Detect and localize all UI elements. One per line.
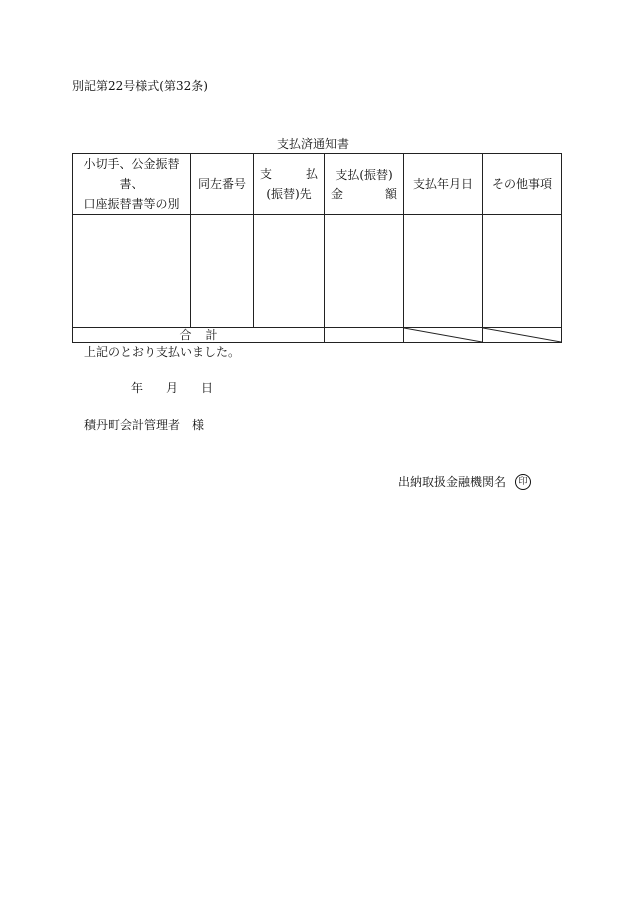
diagonal-strike bbox=[483, 328, 561, 342]
cell-payee bbox=[254, 215, 325, 328]
table-row bbox=[73, 215, 562, 328]
total-amount-cell bbox=[325, 328, 404, 343]
date-year-label: 年 bbox=[131, 381, 144, 395]
addressee: 積丹町会計管理者 様 bbox=[84, 418, 205, 432]
payment-table bbox=[72, 153, 562, 343]
signer-label: 出納取扱金融機関名 bbox=[398, 475, 507, 489]
cell-payment-type bbox=[73, 215, 191, 328]
total-label: 合 計 bbox=[73, 328, 325, 343]
header-other-matters: その他事項 bbox=[483, 154, 562, 215]
form-label: 別記第22号様式(第32条) bbox=[72, 79, 208, 93]
header-payment-date: 支払年月日 bbox=[404, 154, 483, 215]
header-payee: 支 払 (振替)先 bbox=[254, 154, 325, 215]
cell-other-matters bbox=[483, 215, 562, 328]
total-row bbox=[73, 328, 562, 343]
header-payment-type: 小切手、公金振替書、 口座振替書等の別 bbox=[73, 154, 191, 215]
document-title: 支払済通知書 bbox=[277, 137, 350, 151]
statement-text: 上記のとおり支払いました。 bbox=[84, 345, 241, 359]
header-amount: 支払(振替) 金 額 bbox=[325, 154, 404, 215]
cell-amount bbox=[325, 215, 404, 328]
seal-mark: 印 bbox=[515, 474, 531, 490]
cell-number bbox=[191, 215, 254, 328]
cell-payment-date bbox=[404, 215, 483, 328]
date-day-label: 日 bbox=[201, 381, 214, 395]
header-number: 同左番号 bbox=[191, 154, 254, 215]
total-date-struck-cell bbox=[404, 328, 483, 343]
date-month-label: 月 bbox=[166, 381, 179, 395]
diagonal-strike bbox=[404, 328, 482, 342]
total-other-struck-cell bbox=[483, 328, 562, 343]
